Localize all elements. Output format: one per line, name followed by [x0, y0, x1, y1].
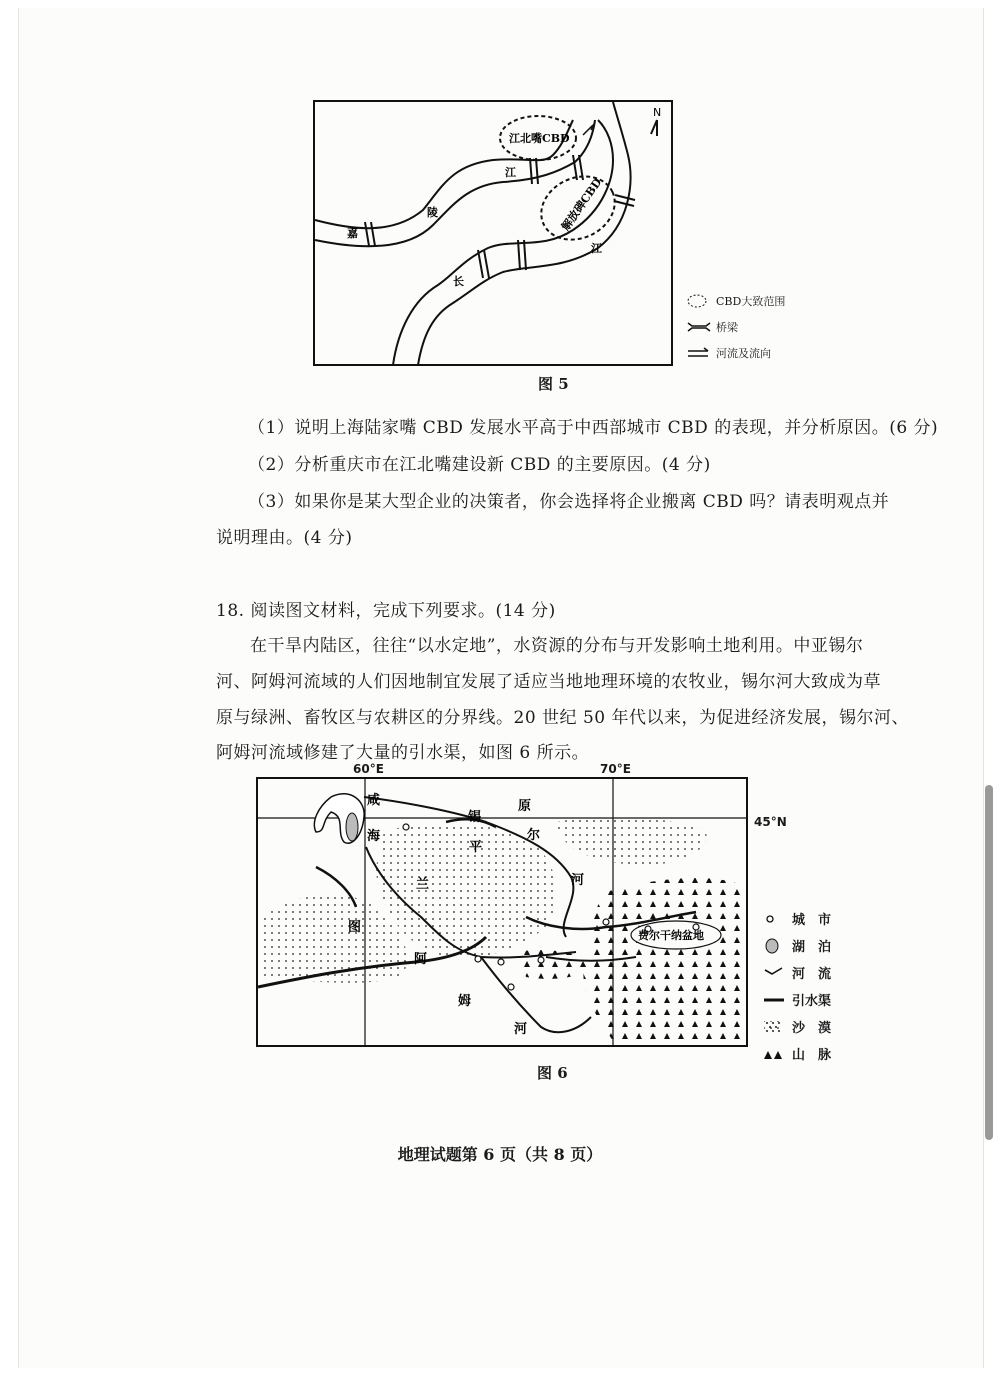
legend-mountain [762, 1040, 831, 1067]
figure-6-map [256, 777, 748, 1047]
city-marker [403, 824, 409, 830]
city-marker [475, 956, 481, 962]
label-hai: 海 [367, 829, 381, 844]
legend-cbd [686, 288, 785, 314]
lake-icon [762, 938, 786, 954]
legend-canal [762, 986, 831, 1013]
scrollbar-thumb[interactable] [985, 785, 993, 1140]
question-17-3-line1: （3）如果你是某大型企业的决策者，你会选择将企业搬离 CBD 吗？请表明观点并 [248, 492, 890, 512]
label-ping: 平 [469, 840, 483, 855]
label-er: 尔 [527, 828, 541, 843]
city-icon [762, 911, 786, 927]
legend-city-label: 城 市 [792, 913, 832, 928]
legend-lake [762, 932, 831, 959]
cbd-range-icon [686, 294, 712, 308]
legend-city [762, 905, 831, 932]
label-he-amu: 河 [514, 1022, 528, 1037]
bridges [365, 155, 635, 278]
legend-river [686, 340, 785, 366]
city-marker [603, 919, 609, 925]
legend-river6-label: 河 流 [792, 967, 832, 982]
river-icon [762, 965, 786, 981]
north-arrow-icon [651, 120, 657, 136]
kyzylkum-desert [376, 823, 556, 958]
lat-45n: 45°N [754, 815, 787, 829]
mountain-icon [762, 1046, 786, 1062]
legend-river6 [762, 959, 831, 986]
question-18-para-2: 河、阿姆河流域的人们因地制宜发展了适应当地地理环境的农牧业，锡尔河大致成为草 [216, 672, 881, 692]
legend-mountain-label: 山 脉 [792, 1048, 832, 1063]
question-17-3-line2: 说明理由。(4 分) [216, 528, 353, 548]
lon-60e: 60°E [353, 762, 384, 776]
label-jia: 嘉 [347, 227, 358, 240]
karakum-desert [261, 895, 407, 983]
question-18-para-4: 阿姆河流域修建了大量的引水渠，如图 6 所示。 [216, 743, 590, 763]
legend-river-label: 河流及流向 [716, 347, 771, 360]
label-xian: 咸 [367, 793, 381, 808]
label-tu: 图 [348, 920, 362, 935]
question-18-para-3: 原与绿洲、畜牧区与农耕区的分界线。20 世纪 50 年代以来，为促进经济发展，锡尔河、 [216, 708, 909, 728]
legend-bridge [686, 314, 785, 340]
tianshan-pamir-mountains [583, 878, 746, 1045]
label-fergana-basin: 费尔干纳盆地 [638, 929, 704, 942]
city-marker [538, 957, 544, 963]
label-ling: 陵 [427, 206, 438, 219]
desert-icon [762, 1019, 786, 1035]
figure-6-legend [762, 905, 831, 1067]
page-footer: 地理试题第 6 页（共 8 页） [397, 1145, 603, 1164]
label-lan: 兰 [416, 877, 430, 892]
question-18-title: 18. 阅读图文材料，完成下列要求。(14 分) [216, 601, 556, 621]
river-flow-icon [686, 346, 712, 360]
label-jiefangbei-cbd: 解放碑CBD [559, 175, 605, 234]
city-marker [498, 959, 504, 965]
label-jiang-north: 江 [505, 166, 516, 179]
legend-lake-label: 湖 泊 [792, 940, 832, 955]
figure-5-map [313, 100, 673, 366]
figure-6-caption: 图 6 [537, 1064, 568, 1082]
moyunkum-desert [556, 817, 706, 865]
question-17-2: （2）分析重庆市在江北嘴建设新 CBD 的主要原因。(4 分) [248, 455, 711, 475]
legend-canal-label: 引水渠 [792, 994, 832, 1009]
legend-desert [762, 1013, 831, 1040]
canal-icon [762, 992, 786, 1008]
label-mu: 姆 [458, 994, 472, 1009]
label-jiang-south: 江 [591, 242, 602, 255]
legend-cbd-label: CBD大致范围 [716, 295, 786, 308]
label-xi: 锡 [468, 810, 482, 825]
bridge-icon [686, 320, 712, 334]
figure-5-caption: 图 5 [538, 375, 569, 393]
label-chang: 长 [453, 275, 464, 288]
city-marker [508, 984, 514, 990]
legend-bridge-label: 桥梁 [716, 321, 738, 334]
label-jiangbeizui-cbd: 江北嘴CBD [509, 132, 570, 145]
north-label: N [653, 106, 662, 119]
label-he-syr: 河 [571, 873, 585, 888]
label-a: 阿 [414, 952, 428, 967]
label-yuan: 原 [518, 799, 532, 814]
question-18-para-1: 在干旱内陆区，往往“以水定地”，水资源的分布与开发影响土地利用。中亚锡尔 [250, 636, 864, 656]
lon-70e: 70°E [600, 762, 631, 776]
question-17-1: （1）说明上海陆家嘴 CBD 发展水平高于中西部城市 CBD 的表现，并分析原因。(6 分) [248, 418, 939, 438]
legend-desert-label: 沙 漠 [792, 1021, 832, 1036]
aral-lake-fill [346, 813, 358, 841]
figure-5-legend [686, 288, 785, 366]
